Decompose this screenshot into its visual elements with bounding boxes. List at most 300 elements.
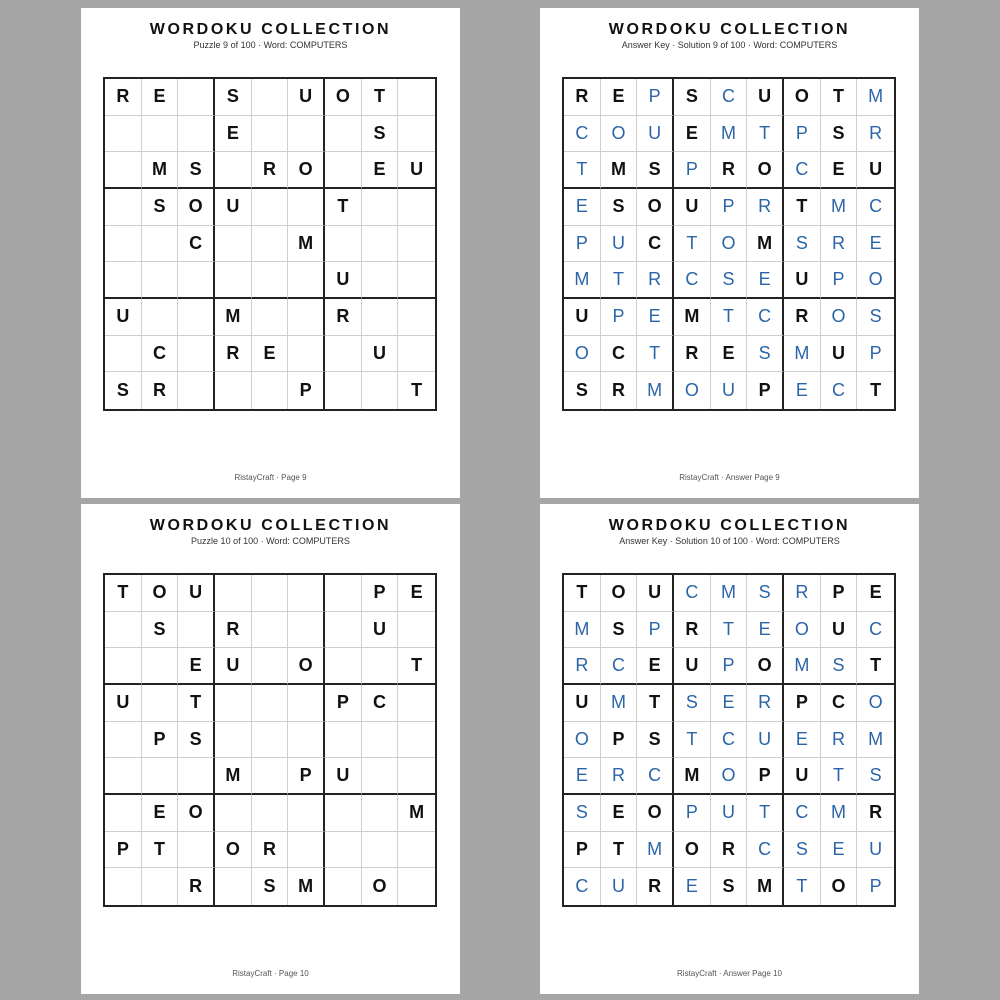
grid-cell (288, 685, 325, 722)
grid-cell: M (215, 758, 252, 795)
grid-cell (288, 262, 325, 299)
grid-cell: P (637, 79, 674, 116)
grid-cell: E (674, 868, 711, 905)
page-footer: RistayCraft · Page 9 (234, 473, 307, 482)
grid-cell (362, 758, 399, 795)
grid-cell: P (784, 685, 821, 722)
grid-cell: O (857, 262, 894, 299)
grid-cell: R (105, 79, 142, 116)
grid-cell: S (711, 868, 748, 905)
grid-cell: U (857, 832, 894, 869)
grid-cell: R (637, 868, 674, 905)
grid-cell: E (711, 336, 748, 373)
grid-cell (398, 722, 435, 759)
grid-cell (288, 189, 325, 226)
grid-cell: M (857, 722, 894, 759)
grid-cell (178, 336, 215, 373)
grid-cell: U (674, 648, 711, 685)
grid-cell: S (857, 758, 894, 795)
grid-cell: R (178, 868, 215, 905)
grid-cell: R (747, 189, 784, 226)
grid-cell (252, 758, 289, 795)
grid-cell: O (674, 372, 711, 409)
grid-cell (288, 299, 325, 336)
grid-cell: U (784, 758, 821, 795)
grid-cell: T (411, 380, 423, 401)
grid-cell: O (637, 795, 674, 832)
grid-cell: P (674, 152, 711, 189)
grid-cell (398, 832, 435, 869)
grid-cell (325, 832, 362, 869)
grid-cell (398, 299, 435, 336)
grid-cell (215, 722, 252, 759)
grid-cell (362, 722, 399, 759)
grid-cell: U (325, 758, 362, 795)
grid-cell: U (215, 648, 252, 685)
grid-cell: U (747, 79, 784, 116)
grid-cell (252, 116, 289, 153)
grid-cell: E (215, 116, 252, 153)
grid-cell (398, 226, 435, 263)
grid-cell: U (711, 372, 748, 409)
grid-cell: C (601, 336, 638, 373)
grid-cell (105, 868, 142, 905)
grid-cell: U (398, 152, 435, 189)
grid-cell (362, 832, 399, 869)
grid-cell: M (288, 226, 325, 263)
page-subtitle: Puzzle 10 of 100 · Word: COMPUTERS (191, 536, 350, 546)
grid-cell: C (637, 226, 674, 263)
grid-cell: C (784, 795, 821, 832)
grid-cell: C (711, 79, 748, 116)
grid-cell: E (601, 79, 638, 116)
grid-cell: E (821, 832, 858, 869)
grid-cell: T (601, 832, 638, 869)
grid-cell: O (711, 226, 748, 263)
grid-cell (288, 722, 325, 759)
grid-cell (325, 336, 362, 373)
grid-cell (325, 795, 362, 832)
grid-cell: O (288, 152, 325, 189)
grid-cell (325, 152, 362, 189)
grid-cell (288, 612, 325, 649)
grid-cell: C (784, 152, 821, 189)
grid-cell: U (601, 868, 638, 905)
grid-cell: E (601, 795, 638, 832)
grid-cell: C (711, 722, 748, 759)
grid-cell: U (857, 152, 894, 189)
grid-cell: T (857, 648, 894, 685)
grid-cell (178, 372, 215, 409)
grid-cell: E (142, 79, 179, 116)
grid-cell: R (564, 79, 601, 116)
grid-cell (178, 612, 215, 649)
puzzle-grid (103, 573, 437, 907)
grid-cell: S (784, 832, 821, 869)
grid-cell: T (821, 79, 858, 116)
grid-cell (105, 648, 142, 685)
grid-cell: P (142, 722, 179, 759)
grid-cell: E (252, 336, 289, 373)
page-title: WORDOKU COLLECTION (608, 21, 851, 38)
grid-cell (215, 575, 252, 612)
grid-cell: P (362, 575, 399, 612)
grid-cell (252, 226, 289, 263)
grid-cell: M (142, 152, 179, 189)
grid-cell: U (601, 226, 638, 263)
grid-cell: E (564, 189, 601, 226)
grid-cell: T (674, 722, 711, 759)
grid-cell (105, 262, 142, 299)
grid-cell: R (252, 152, 289, 189)
grid-cell: T (637, 685, 674, 722)
grid-cell: M (215, 299, 252, 336)
grid-cell: P (601, 722, 638, 759)
grid-cell (105, 152, 142, 189)
grid-cell: E (747, 612, 784, 649)
grid-cell (105, 336, 142, 373)
grid-cell (178, 758, 215, 795)
grid-cell (252, 372, 289, 409)
grid-cell: R (711, 152, 748, 189)
grid-cell: M (821, 795, 858, 832)
puzzle-grid (103, 77, 437, 411)
grid-cell (105, 722, 142, 759)
grid-cell: C (821, 372, 858, 409)
grid-cell: M (747, 868, 784, 905)
puzzle-9-page (81, 8, 460, 498)
grid-cell (105, 612, 142, 649)
grid-cell (142, 685, 179, 722)
puzzle-10-page (81, 504, 460, 994)
grid-cell (325, 868, 362, 905)
answer-10-page (540, 504, 919, 994)
grid-cell: T (105, 575, 142, 612)
grid-cell: T (711, 299, 748, 336)
grid-cell: U (105, 299, 142, 336)
grid-cell: R (252, 832, 289, 869)
grid-cell: C (564, 868, 601, 905)
grid-cell: E (637, 648, 674, 685)
grid-cell: O (564, 336, 601, 373)
grid-cell: M (711, 575, 748, 612)
page-title: WORDOKU COLLECTION (149, 21, 392, 38)
grid-cell: C (747, 832, 784, 869)
grid-cell: S (564, 795, 601, 832)
grid-cell: O (325, 79, 362, 116)
grid-cell: E (857, 575, 894, 612)
grid-cell: P (857, 336, 894, 373)
grid-cell: S (674, 685, 711, 722)
grid-cell (362, 226, 399, 263)
grid-cell: T (362, 79, 399, 116)
page-footer: RistayCraft · Answer Page 10 (677, 969, 782, 978)
grid-cell: P (564, 832, 601, 869)
grid-cell: S (821, 116, 858, 153)
grid-cell (178, 832, 215, 869)
grid-cell: S (784, 226, 821, 263)
grid-cell: S (637, 152, 674, 189)
grid-cell (325, 648, 362, 685)
grid-cell (142, 226, 179, 263)
grid-cell (178, 262, 215, 299)
grid-cell (142, 868, 179, 905)
grid-cell (252, 795, 289, 832)
grid-cell (105, 795, 142, 832)
grid-cell: S (857, 299, 894, 336)
grid-cell (215, 262, 252, 299)
grid-cell (252, 189, 289, 226)
grid-cell: C (857, 189, 894, 226)
grid-cell: R (857, 795, 894, 832)
grid-cell: R (601, 372, 638, 409)
grid-cell: C (747, 299, 784, 336)
grid-cell: P (747, 758, 784, 795)
grid-cell: R (784, 299, 821, 336)
grid-cell: E (711, 685, 748, 722)
grid-cell: C (601, 648, 638, 685)
grid-cell (252, 575, 289, 612)
grid-cell: S (252, 868, 289, 905)
grid-cell: M (747, 226, 784, 263)
grid-cell (288, 336, 325, 373)
grid-cell: O (637, 189, 674, 226)
grid-cell: C (362, 685, 399, 722)
grid-cell: E (142, 795, 179, 832)
grid-cell: P (637, 612, 674, 649)
grid-cell: E (637, 299, 674, 336)
grid-cell (288, 116, 325, 153)
grid-cell (398, 262, 435, 299)
grid-cell: P (821, 262, 858, 299)
grid-cell: S (142, 189, 179, 226)
grid-cell: S (215, 79, 252, 116)
grid-cell: C (637, 758, 674, 795)
grid-cell (398, 612, 435, 649)
grid-cell: O (747, 152, 784, 189)
grid-cell: O (821, 299, 858, 336)
grid-cell: O (215, 832, 252, 869)
grid-cell: U (711, 795, 748, 832)
grid-cell: O (784, 79, 821, 116)
page-subtitle: Answer Key · Solution 10 of 100 · Word: COMPUTERS (619, 536, 840, 546)
grid-cell (398, 758, 435, 795)
grid-cell: S (637, 722, 674, 759)
grid-cell: E (178, 648, 215, 685)
grid-cell: U (325, 262, 362, 299)
grid-cell: R (215, 336, 252, 373)
grid-cell: E (784, 372, 821, 409)
grid-cell: M (398, 795, 435, 832)
grid-cell: M (711, 116, 748, 153)
grid-cell (142, 262, 179, 299)
grid-cell: O (178, 189, 215, 226)
grid-cell (252, 722, 289, 759)
grid-cell (362, 795, 399, 832)
grid-cell: S (601, 612, 638, 649)
grid-cell: U (674, 189, 711, 226)
grid-cell (142, 116, 179, 153)
grid-cell: T (601, 262, 638, 299)
grid-cell: P (674, 795, 711, 832)
grid-cell: M (601, 685, 638, 722)
grid-cell (252, 262, 289, 299)
grid-cell: S (178, 722, 215, 759)
grid-cell: M (637, 832, 674, 869)
grid-cell: E (674, 116, 711, 153)
grid-cell (252, 299, 289, 336)
grid-cell: R (564, 648, 601, 685)
grid-cell: M (564, 262, 601, 299)
grid-cell: T (564, 152, 601, 189)
page-footer: RistayCraft · Page 10 (232, 969, 309, 978)
grid-cell: T (564, 575, 601, 612)
grid-cell: M (784, 336, 821, 373)
grid-cell: T (784, 868, 821, 905)
grid-cell: S (674, 79, 711, 116)
grid-cell: E (747, 262, 784, 299)
grid-cell (252, 648, 289, 685)
grid-cell: P (747, 372, 784, 409)
answer-grid (562, 77, 896, 411)
grid-cell (215, 685, 252, 722)
grid-cell: S (362, 116, 399, 153)
grid-cell (178, 116, 215, 153)
grid-cell: R (637, 262, 674, 299)
grid-cell: U (747, 722, 784, 759)
grid-cell (398, 868, 435, 905)
grid-cell: U (784, 262, 821, 299)
grid-cell: S (601, 189, 638, 226)
grid-cell (325, 372, 362, 409)
grid-cell: R (674, 612, 711, 649)
grid-cell: O (747, 648, 784, 685)
answer-grid (562, 573, 896, 907)
grid-cell: S (142, 612, 179, 649)
grid-cell (142, 758, 179, 795)
grid-cell (362, 262, 399, 299)
grid-cell (105, 758, 142, 795)
grid-cell (325, 575, 362, 612)
page-subtitle: Puzzle 9 of 100 · Word: COMPUTERS (193, 40, 348, 50)
grid-cell (398, 336, 435, 373)
grid-cell: U (178, 575, 215, 612)
grid-cell: O (711, 758, 748, 795)
grid-cell: R (142, 372, 179, 409)
grid-cell (288, 832, 325, 869)
grid-cell: T (398, 648, 435, 685)
grid-cell: T (747, 795, 784, 832)
grid-cell: M (674, 299, 711, 336)
grid-cell: R (821, 226, 858, 263)
grid-cell: M (821, 189, 858, 226)
grid-cell: C (857, 612, 894, 649)
grid-cell (252, 685, 289, 722)
grid-cell (105, 116, 142, 153)
grid-cell (398, 116, 435, 153)
grid-cell (142, 648, 179, 685)
grid-cell: R (674, 336, 711, 373)
answer-9-page (540, 8, 919, 498)
grid-cell: U (637, 116, 674, 153)
grid-cell: R (821, 722, 858, 759)
grid-cell (288, 575, 325, 612)
grid-cell: P (564, 226, 601, 263)
grid-cell: T (142, 832, 179, 869)
page-title: WORDOKU COLLECTION (608, 517, 851, 534)
grid-cell: P (784, 116, 821, 153)
grid-cell: M (637, 372, 674, 409)
grid-cell: C (142, 336, 179, 373)
grid-cell: O (142, 575, 179, 612)
grid-cell: E (398, 575, 435, 612)
grid-cell: M (601, 152, 638, 189)
grid-cell: R (857, 116, 894, 153)
page-subtitle: Answer Key · Solution 9 of 100 · Word: COMPUTERS (621, 40, 838, 50)
grid-cell: M (857, 79, 894, 116)
grid-cell: C (564, 116, 601, 153)
grid-cell: S (821, 648, 858, 685)
grid-cell: S (711, 262, 748, 299)
grid-cell: U (637, 575, 674, 612)
grid-cell (215, 226, 252, 263)
grid-cell: E (362, 152, 399, 189)
page-title: WORDOKU COLLECTION (149, 517, 392, 534)
grid-cell (325, 612, 362, 649)
grid-cell (252, 79, 289, 116)
grid-cell: O (674, 832, 711, 869)
grid-cell (178, 79, 215, 116)
grid-cell: P (869, 876, 882, 897)
grid-cell: U (362, 336, 399, 373)
grid-cell: T (870, 380, 882, 401)
grid-cell: O (601, 575, 638, 612)
grid-cell (362, 648, 399, 685)
grid-cell: P (711, 648, 748, 685)
grid-cell: P (821, 575, 858, 612)
grid-cell: T (821, 758, 858, 795)
grid-cell: O (288, 648, 325, 685)
grid-cell: U (362, 612, 399, 649)
grid-cell: T (711, 612, 748, 649)
grid-cell (325, 722, 362, 759)
grid-cell: O (601, 116, 638, 153)
grid-cell: U (821, 336, 858, 373)
grid-cell: O (178, 795, 215, 832)
grid-cell: R (325, 299, 362, 336)
grid-cell: S (178, 152, 215, 189)
grid-cell (288, 795, 325, 832)
grid-cell (215, 152, 252, 189)
grid-cell: C (821, 685, 858, 722)
grid-cell (325, 116, 362, 153)
grid-cell: P (601, 299, 638, 336)
grid-cell (398, 79, 435, 116)
grid-cell (215, 795, 252, 832)
grid-cell: E (784, 722, 821, 759)
grid-cell: O (857, 685, 894, 722)
grid-cell: O (362, 868, 399, 905)
grid-cell: T (674, 226, 711, 263)
grid-cell: E (821, 152, 858, 189)
grid-cell: E (857, 226, 894, 263)
grid-cell: U (821, 612, 858, 649)
grid-cell: T (178, 685, 215, 722)
grid-cell: O (821, 868, 858, 905)
grid-cell: U (288, 79, 325, 116)
grid-cell: C (674, 262, 711, 299)
grid-cell: S (747, 336, 784, 373)
